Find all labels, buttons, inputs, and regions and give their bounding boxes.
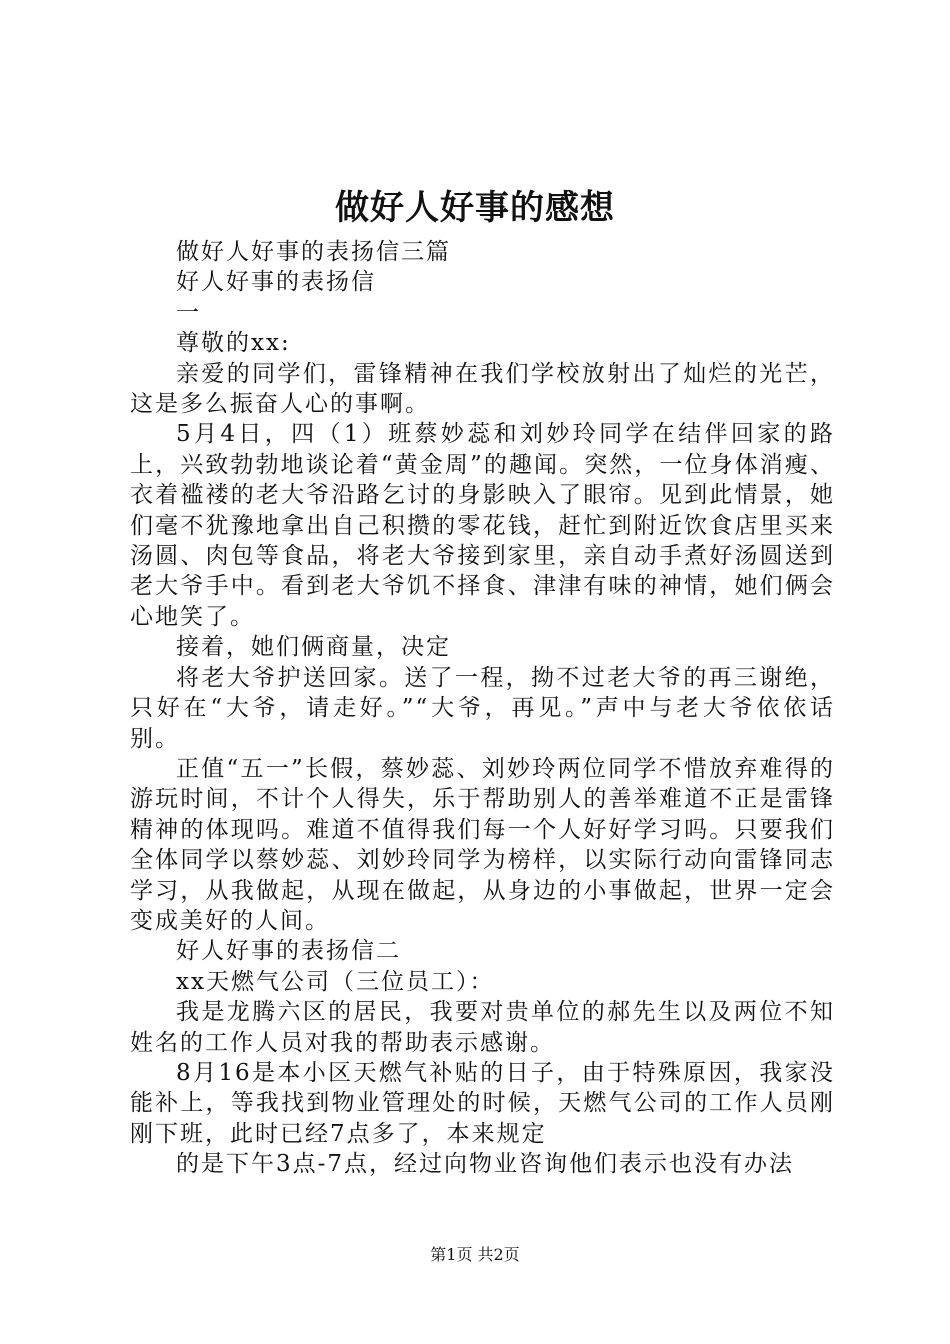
paragraph: 正值“五一”长假，蔡妙蕊、刘妙玲两位同学不惜放弃难得的游玩时间，不计个人得失，乐于帮助别人的善举难道不正是雷锋精神的体现吗。难道不值得我们每一个人好好学习吗。只要我们全体同学以蔡妙蕊、刘妙玲同学为榜样，以实际行动向雷锋同志学习，从我做起，从现在做起，从身边的小事做起，世界一定会变成美好的人间。 <box>130 755 835 934</box>
paragraph: 5月4日，四（1）班蔡妙蕊和刘妙玲同学在结伴回家的路上，兴致勃勃地谈论着“黄金周”的趣闻。突然，一位身体消瘦、衣着褴褛的老大爷沿路乞讨的身影映入了眼帘。见到此情景，她们毫不犹豫地拿出自己积攒的零花钱，赶忙到附近饮食店里买来汤圆、肉包等食品，将老大爷接到家里，亲自动手煮好汤圆送到老大爷手中。看到老大爷饥不择食、津津有味的神情，她们俩会心地笑了。 <box>130 421 835 630</box>
paragraph: 的是下午3点-7点，经过向物业咨询他们表示也没有办法 <box>176 1151 795 1178</box>
paragraph: 做好人好事的表扬信三篇 <box>176 239 451 265</box>
paragraph: xx天燃气公司（三位员工）： <box>176 968 495 995</box>
paragraph: 将老大爷护送回家。送了一程，拗不过老大爷的再三谢绝，只好在“大爷，请走好。”“大爷，再见。”声中与老大爷依依话别。 <box>130 664 835 752</box>
paragraph: 接着，她们俩商量，决定 <box>176 634 451 661</box>
document-body <box>130 237 835 1180</box>
paragraph: 亲爱的同学们，雷锋精神在我们学校放射出了灿烂的光芒，这是多么振奋人心的事啊。 <box>130 360 835 418</box>
paragraph: 一 <box>176 299 201 326</box>
paragraph: 好人好事的表扬信 <box>176 269 376 296</box>
page-footer: 第1页 共2页 <box>430 1245 520 1264</box>
paragraph: 尊敬的xx: <box>176 330 291 357</box>
document-title: 做好人好事的感想 <box>335 188 615 228</box>
paragraph: 好人好事的表扬信二 <box>176 938 401 965</box>
paragraph: 我是龙腾六区的居民，我要对贵单位的郝先生以及两位不知姓名的工作人员对我的帮助表示感谢。 <box>130 999 835 1056</box>
paragraph: 8月16是本小区天燃气补贴的日子，由于特殊原因，我家没能补上，等我找到物业管理处的时候，天燃气公司的工作人员刚刚下班，此时已经7点多了，本来规定 <box>130 1059 835 1147</box>
